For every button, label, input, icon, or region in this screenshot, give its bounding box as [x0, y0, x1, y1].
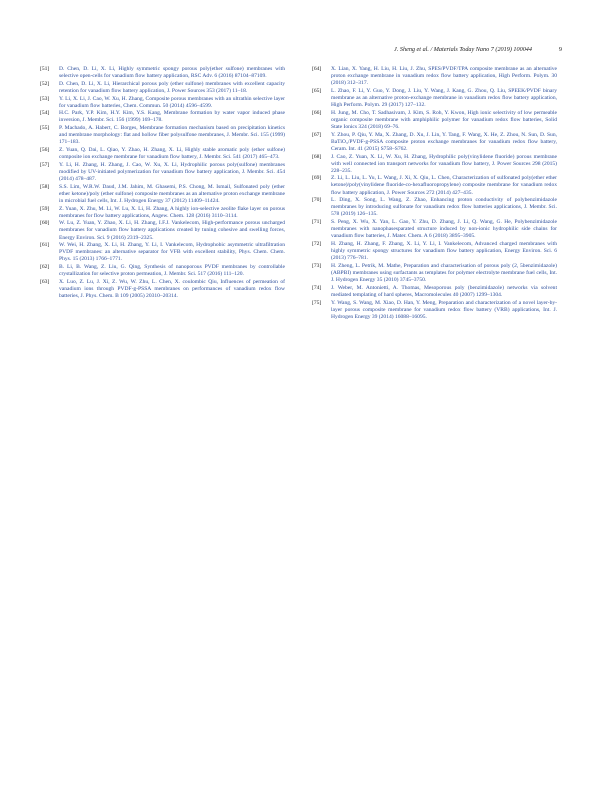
reference-link[interactable]: W. Lu, Z. Yuan, Y. Zhao, X. Li, H. Zhang, I.F.J. Vankelecom, High-performance porous uncharged membranes for vanadium flow battery applications created by tuning cohesive and swelling forces, Energy Environ. Sci. 9 (2016) 2319–2325.: [59, 220, 285, 241]
reference-link[interactable]: D. Chen, D. Li, X. Li, Hierarchical porous poly (ether sulfone) membranes with excellent capacity retention for vanadium flow battery application, J. Power Sources 353 (2017) 11–18.: [59, 80, 285, 94]
reference-item: [40, 147, 285, 161]
reference-number: [75]: [312, 299, 322, 306]
reference-number: [67]: [312, 131, 322, 138]
reference-link[interactable]: J. Weber, M. Antonietti, A. Thomas, Mesoporous poly (benzimidazole) networks via solvent mediated templating of hard spheres, Macromolecules 40 (2007) 1299–1304.: [331, 284, 557, 298]
reference-number: [51]: [40, 66, 50, 72]
reference-item: [312, 66, 557, 87]
reference-link[interactable]: H.C. Park, Y.P. Kim, H.Y. Kim, Y.S. Kang, Membrane formation by water vapor induced phase inversion, J. Membr. Sci. 156 (1999) 169–178.: [59, 110, 285, 124]
reference-item: [40, 279, 285, 300]
reference-item: [40, 184, 285, 205]
reference-item: [312, 241, 557, 262]
reference-item: [312, 110, 557, 131]
reference-link[interactable]: S.S. Lim, W.R.W. Daud, J.M. Jahim, M. Ghasemi, P.S. Chong, M. Ismail, Sulfonated poly (ether ether ketone)/poly (ether sulfone) composite membranes as an alternative proton exchange membrane in microbial fuel cells, Int. J. Hydrogen Energy 37 (2012) 11409–11424.: [59, 183, 285, 204]
reference-number: [73]: [312, 262, 322, 269]
reference-item: [312, 197, 557, 218]
journal-citation: J. Sheng et al. / Materials Today Nano 7 (2019) 100044: [394, 46, 532, 53]
reference-link[interactable]: H. Jung, M. Cho, T. Sadhasivam, J. Kim, S. Roh, Y. Kwon, High ionic selectivity of low permeable organic composite membrane with amphiphilic polymer for vanadium redox flow batteries, Solid State Ionics 324 (2018) 69–76.: [331, 109, 557, 130]
reference-link[interactable]: J. Cao, Z. Yuan, X. Li, W. Xu, H. Zhang, Hydrophilic poly(vinylidene fluoride) porous membrane with well connected ion transport networks for vanadium flow battery, J. Power Sources 298 (2015) 228–235.: [331, 153, 557, 174]
reference-item: [40, 81, 285, 95]
reference-item: [312, 175, 557, 196]
reference-item: [312, 285, 557, 299]
reference-link[interactable]: Z. Yuan, Q. Dai, L. Qiao, Y. Zhao, H. Zhang, X. Li, Highly stable aromatic poly (ether sulfone) composite ion exchange membrane for vanadium flow battery, J. Membr. Sci. 541 (2017) 465–473.: [59, 147, 285, 161]
reference-item: [40, 264, 285, 278]
reference-item: [40, 125, 285, 146]
reference-number: [63]: [40, 278, 50, 285]
reference-number: [70]: [312, 197, 322, 204]
running-header: [40, 46, 562, 58]
reference-link[interactable]: S. Peng, X. Wu, X. Yan, L. Gao, Y. Zhu, D. Zhang, J. Li, Q. Wang, G. He, Polybenzimidazole membranes with nanophasesparated structure induced by non-ionic hydrophilic side chains for vanadium flow batteries, J. Mater. Chem. A 6 (2018) 3895–3905.: [331, 219, 557, 240]
reference-item: [40, 110, 285, 124]
reference-link[interactable]: L. Zhao, F. Li, Y. Guo, Y. Dong, J. Liu, Y. Wang, J. Kang, G. Zhou, Q. Liu, SPEEK/PVDF binary membrane as an alternative proton-exchange membrane in vanadium redox flow battery application, High Perform. Polym. 29 (2017) 127–132.: [331, 87, 557, 109]
reference-item: [312, 300, 557, 321]
references-left-column: [40, 66, 285, 301]
reference-number: [61]: [40, 242, 50, 249]
reference-number: [64]: [312, 66, 322, 72]
reference-link[interactable]: L. Ding, X. Song, L. Wang, Z. Zhao, Enhancing proton conductivity of polybenzimidazole membranes by introducing sulfonate for vanadium redox flow batteries applications, J. Membr. Sci. 578 (2019) 126–135.: [331, 197, 557, 218]
reference-number: [52]: [40, 80, 50, 87]
reference-link[interactable]: P. Machado, A. Habert, C. Borges, Membrane formation mechanism based on precipitation kinetics and membrane morphology: flat and hollow fiber polysulfone membranes, J. Membr. Sci. 155 (1999) 171–183.: [59, 125, 285, 146]
reference-link[interactable]: Y. Wang, S. Wang, M. Xiao, D. Han, Y. Meng, Preparation and characterization of a novel layer-by-layer porous composite membrane for vanadium redox flow battery (VRB) applications, Int. J. Hydrogen Energy 39 (2014) 16088–16095.: [331, 299, 557, 320]
reference-link[interactable]: H. Zheng, L. Petrik, M. Mathe, Preparation and characterisation of porous poly (2, 5benzimidazole)(ABPBI) membranes using surfactants as templates for polymer electrolyte membrane fuel cells, Int. J. Hydrogen Energy 35 (2010) 3745–3750.: [331, 262, 557, 284]
reference-number: [68]: [312, 153, 322, 160]
reference-link[interactable]: Y. Zhou, P. Qiu, Y. Ma, X. Zhang, D. Xu, J. Lin, Y. Tang, F. Wang, X. He, Z. Zhou, N. Sun, D. Sun, BaTiO₃/PVDF-g-PSSA composite proton exchange membranes for vanadium redox flow battery, Ceram. Int. 41 (2015) S758–S762.: [331, 131, 557, 152]
reference-item: [40, 162, 285, 183]
reference-number: [59]: [40, 205, 50, 212]
reference-item: [312, 263, 557, 284]
reference-item: [312, 154, 557, 175]
reference-number: [65]: [312, 87, 322, 94]
reference-link[interactable]: Y. Li, X. Li, J. Cao, W. Xu, H. Zhang, Composite porous membranes with an ultrathin selective layer for vanadium flow batteries, Chem. Commun. 50 (2014) 4596–4599.: [59, 95, 285, 109]
reference-link[interactable]: X. Luo, Z. Lu, J. Xi, Z. Wu, W. Zhu, L. Chen, X. coulombic Qiu, Influences of permeation of vanadium ions through PVDF-g-PSSA membranes on performances of vanadium redox flow batteries, J. Phys. Chem. B 109 (2005) 20310–20314.: [59, 278, 285, 300]
reference-number: [56]: [40, 147, 50, 153]
reference-item: [40, 66, 285, 80]
reference-number: [57]: [40, 161, 50, 168]
reference-number: [69]: [312, 175, 322, 182]
reference-link[interactable]: H. Zhang, H. Zhang, F. Zhang, X. Li, Y. Li, I. Vankelecom, Advanced charged membranes with highly symmetric spongy structures for vanadium flow battery application, Energy Environ. Sci. 6 (2013) 776–781.: [331, 241, 557, 262]
reference-number: [58]: [40, 183, 50, 190]
reference-number: [62]: [40, 264, 50, 271]
reference-number: [55]: [40, 125, 50, 132]
reference-link[interactable]: D. Chen, D. Li, X. Li, Highly symmetric spongy porous poly(ether sulfone) membranes with selective open-cells for vanadium flow battery application, RSC Adv. 6 (2016) 87104–87109.: [59, 66, 285, 80]
reference-item: [312, 132, 557, 153]
reference-item: [40, 206, 285, 220]
reference-link[interactable]: B. Li, B. Wang, Z. Liu, G. Qing, Synthesis of nanoporous PVDF membranes by controllable crystallization for selective proton permeation, J. Membr. Sci. 517 (2016) 111–120.: [59, 264, 285, 278]
references-right-column: [312, 66, 557, 321]
reference-number: [60]: [40, 220, 50, 227]
page-number: 9: [558, 46, 562, 53]
reference-link[interactable]: Z. Li, L. Liu, L. Yu, L. Wang, J. Xi, X. Qiu, L. Chen, Characterization of sulfonated poly(ether ether ketone)/poly(vinylidene fluoride-co-hexafluoropropylene) composite membrane for vanadium redox flow battery application, J. Power Sources 272 (2014) 427–435.: [331, 175, 557, 196]
reference-item: [312, 219, 557, 240]
reference-item: [40, 242, 285, 263]
reference-number: [53]: [40, 95, 50, 102]
reference-link[interactable]: W. Wei, H. Zhang, X. Li, H. Zhang, Y. Li, I. Vankelecom, Hydrophobic asymmetric ultrafiltration PVDF membranes: an alternative separator for VFB with excellent stability, Phys. Chem. Chem. Phys. 15 (2013) 1766–1771.: [59, 242, 285, 263]
reference-item: [312, 88, 557, 109]
reference-item: [40, 220, 285, 241]
reference-link[interactable]: Z. Yuan, X. Zhu, M. Li, W. Lu, X. Li, H. Zhang, A highly ion-selective zeolite flake layer on porous membranes for flow battery applications, Angew. Chem. 128 (2016) 3110–3114.: [59, 205, 285, 219]
reference-link[interactable]: Y. Li, H. Zhang, H. Zhang, J. Cao, W. Xu, X. Li, Hydrophilic porous poly(sulfone) membranes modified by UV-initiated polymerization for vanadium flow battery application, J. Membr. Sci. 454 (2014) 478–487.: [59, 161, 285, 182]
reference-link[interactable]: X. Lian, X. Yang, H. Liu, H. Liu, J. Zhu, SPES/PVDF/TPA composite membrane as an alternative proton exchange membrane in vanadium redox flow battery application, High Perform. Polym. 30 (2018) 312–317.: [331, 66, 557, 87]
reference-number: [66]: [312, 109, 322, 116]
reference-number: [71]: [312, 219, 322, 226]
reference-item: [40, 96, 285, 110]
reference-number: [72]: [312, 241, 322, 247]
reference-number: [74]: [312, 284, 322, 291]
reference-number: [54]: [40, 110, 50, 117]
